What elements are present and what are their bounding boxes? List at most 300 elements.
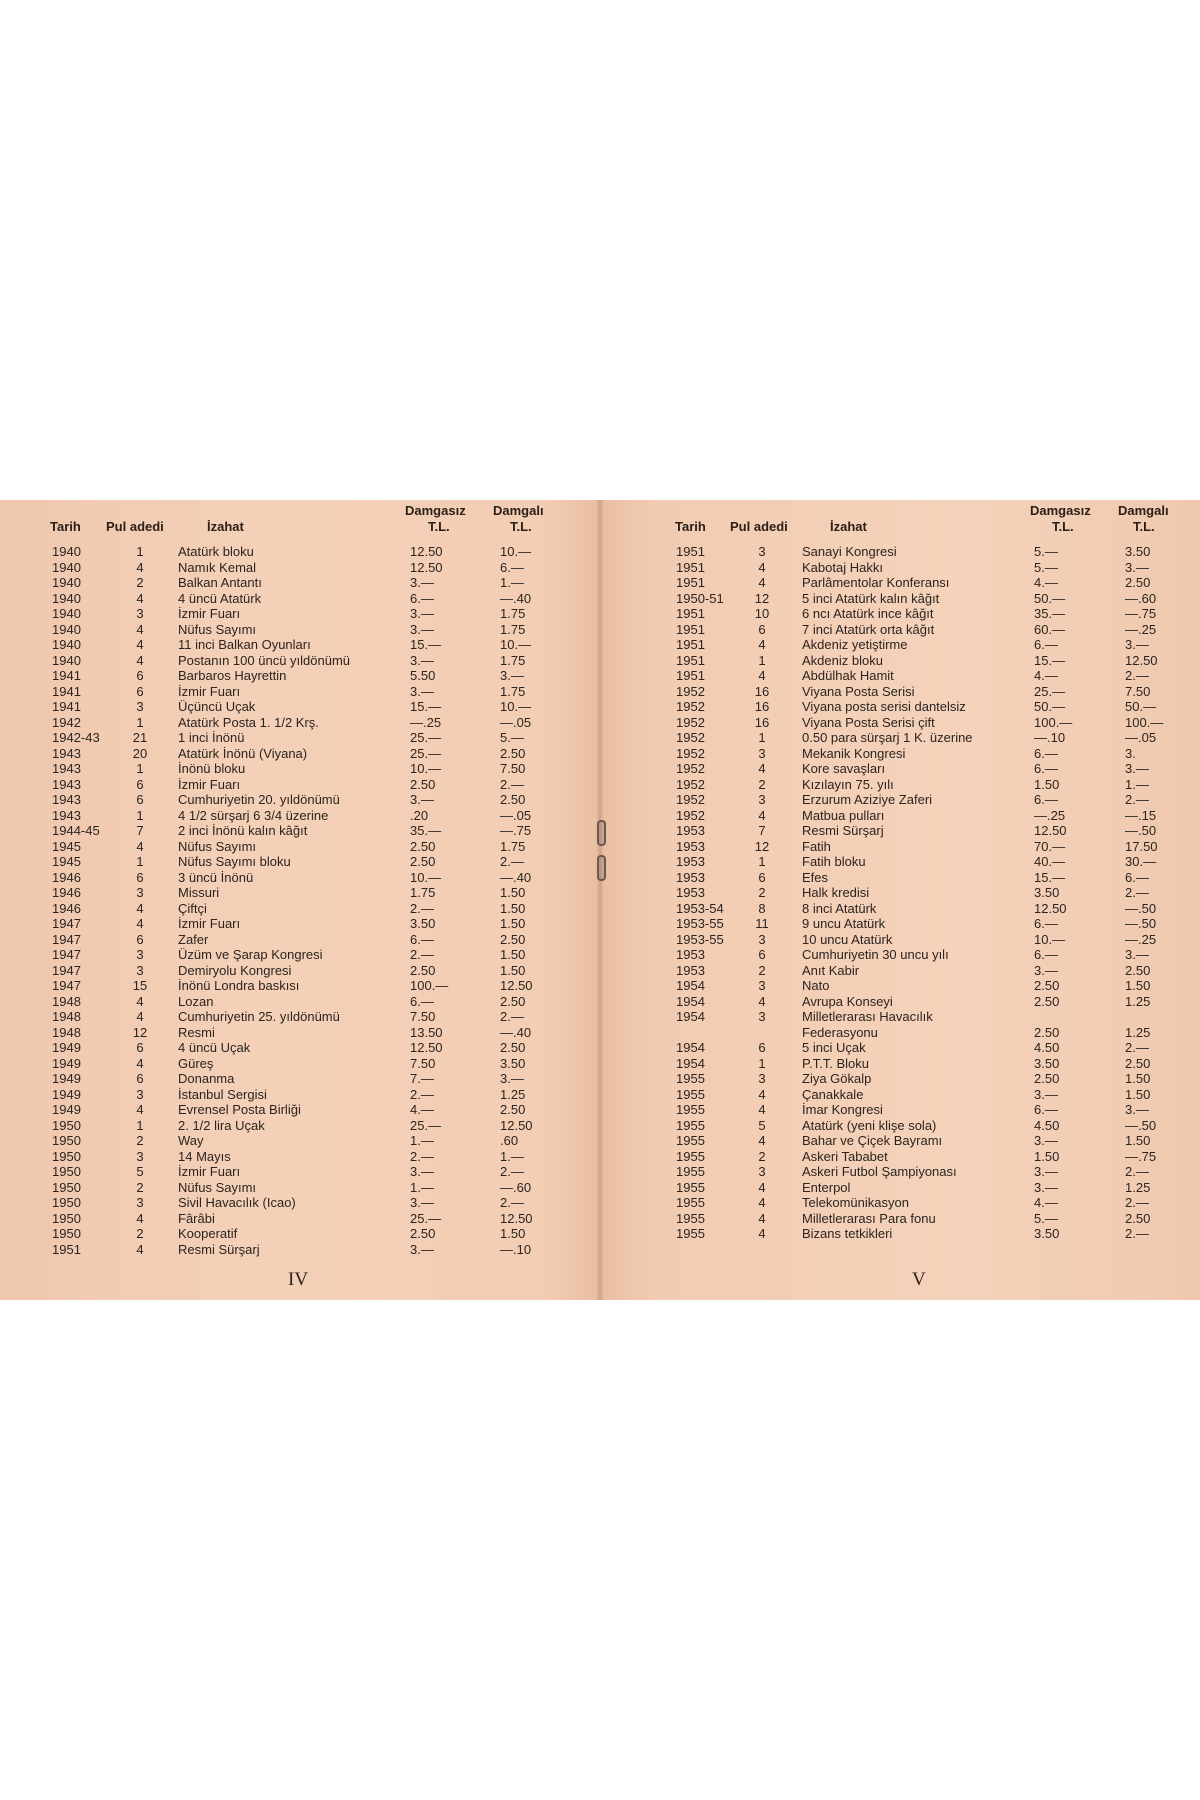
table-row [0, 715, 590, 730]
cell-damgasiz: 10.— [410, 761, 442, 776]
table-row [0, 684, 590, 699]
cell-damgasiz: 15.— [410, 699, 442, 714]
cell-adet: 6 [758, 621, 766, 637]
table-row [0, 1118, 590, 1133]
table-row [0, 932, 590, 947]
table-row [0, 792, 590, 807]
cell-tarih: 1953 [676, 823, 705, 838]
table-row [0, 668, 590, 683]
cell-damgasiz: 4.— [1034, 668, 1058, 683]
cell-damgasiz: 7.50 [410, 1009, 436, 1024]
table-row [0, 1180, 590, 1195]
cell-adet: 12 [132, 1024, 148, 1040]
cell-damgasiz: 2.— [410, 1086, 434, 1102]
table-row [0, 1226, 590, 1241]
cell-tarih: 1953-54 [676, 900, 724, 916]
cell-damgasiz: 60.— [1034, 621, 1066, 637]
table-row [610, 901, 1200, 916]
cell-izahat: İstanbul Sergisi [178, 1086, 267, 1102]
cell-tarih: 1940 [52, 606, 81, 621]
table-row [0, 1040, 590, 1055]
cell-tarih: 1945 [52, 854, 81, 869]
table-row [610, 1180, 1200, 1195]
cell-damgali: 1.— [500, 1148, 524, 1164]
cell-damgali: 2.— [500, 776, 524, 792]
cell-tarih: 1941 [52, 683, 81, 699]
header-damgasiz: Damgasız [1030, 503, 1091, 518]
cell-damgasiz: 25.— [410, 745, 442, 761]
cell-damgasiz: 2.50 [410, 854, 436, 869]
cell-damgali: 1.75 [500, 683, 526, 699]
cell-izahat: Kabotaj Hakkı [802, 559, 883, 575]
cell-izahat: Nüfus Sayımı [178, 838, 257, 854]
table-row [610, 1025, 1200, 1040]
cell-damgali: 10.— [500, 544, 532, 559]
cell-adet: 1 [136, 807, 144, 823]
cell-adet: 21 [132, 730, 148, 745]
cell-adet: 12 [754, 838, 770, 854]
cell-izahat: İzmir Fuarı [178, 683, 241, 699]
cell-damgasiz: 2.— [410, 947, 434, 962]
cell-tarih: 1951 [676, 652, 705, 668]
cell-tarih: 1950-51 [676, 590, 724, 606]
cell-damgali: —.10 [500, 1241, 532, 1257]
header-tl-damgasiz: T.L. [1052, 519, 1074, 534]
cell-adet: 16 [754, 714, 770, 730]
cell-adet: 3 [136, 1086, 144, 1102]
table-row [610, 668, 1200, 683]
header-tarih: Tarih [50, 519, 81, 534]
cell-izahat: Atatürk Posta 1. 1/2 Krş. [178, 714, 319, 730]
cell-damgali: 1.— [500, 575, 524, 590]
cell-adet: 3 [758, 544, 766, 559]
cell-damgasiz: 5.50 [410, 668, 436, 683]
cell-damgasiz: —.25 [1034, 807, 1066, 823]
cell-izahat: Resmi Sürşarj [802, 823, 884, 838]
cell-damgasiz: 3.50 [410, 916, 436, 931]
table-row [0, 978, 590, 993]
table-row [0, 1164, 590, 1179]
cell-izahat: İzmir Fuarı [178, 916, 241, 931]
cell-damgasiz: 3.— [410, 621, 434, 637]
cell-tarih: 1946 [52, 900, 81, 916]
cell-damgali: 3.— [1125, 761, 1149, 776]
cell-izahat: Telekomünikasyon [802, 1195, 909, 1210]
cell-adet: 4 [136, 1055, 144, 1071]
table-row [0, 730, 590, 745]
cell-damgali: —.50 [1125, 900, 1157, 916]
cell-damgasiz: 6.— [1034, 745, 1058, 761]
cell-damgali: 2.— [1125, 792, 1149, 807]
cell-izahat: 4 üncü Atatürk [178, 590, 262, 606]
cell-izahat: 1 inci İnönü [178, 730, 245, 745]
page-left [0, 500, 590, 1300]
cell-izahat: Fatih bloku [802, 854, 866, 869]
cell-izahat: Demiryolu Kongresi [178, 962, 292, 978]
table-row [610, 653, 1200, 668]
header-tl-damgali: T.L. [510, 519, 532, 534]
cell-damgasiz: 3.— [1034, 1164, 1058, 1179]
cell-damgali: 1.75 [500, 838, 526, 854]
cell-izahat: 4 üncü Uçak [178, 1040, 251, 1055]
cell-tarih: 1951 [676, 559, 705, 575]
cell-adet: 4 [136, 590, 144, 606]
cell-izahat: Missuri [178, 885, 220, 900]
cell-damgali: 100.— [1125, 714, 1164, 730]
cell-damgasiz: 5.— [1034, 559, 1058, 575]
cell-tarih: 1954 [676, 1040, 705, 1055]
cell-damgali: —.25 [1125, 931, 1157, 947]
cell-izahat: Viyana Posta Serisi çift [802, 714, 935, 730]
table-row [0, 1087, 590, 1102]
table-row [0, 591, 590, 606]
table-row [610, 963, 1200, 978]
cell-damgasiz: 3.— [1034, 1133, 1058, 1148]
cell-damgasiz: 50.— [1034, 699, 1066, 714]
cell-tarih: 1952 [676, 761, 705, 776]
cell-damgasiz: 12.50 [410, 559, 443, 575]
cell-adet: 2 [758, 885, 766, 900]
cell-adet: 4 [136, 637, 144, 652]
table-row [610, 761, 1200, 776]
cell-izahat: 0.50 para sürşarj 1 K. üzerine [802, 730, 973, 745]
cell-damgali: 3. [1125, 745, 1136, 761]
page-number: V [912, 1269, 926, 1290]
cell-damgasiz: 100.— [1034, 714, 1073, 730]
cell-damgali: 3.— [500, 668, 524, 683]
cell-damgali: —.60 [500, 1179, 532, 1195]
cell-izahat: P.T.T. Bloku [802, 1055, 869, 1071]
cell-tarih: 1948 [52, 1009, 81, 1024]
cell-damgali: 2.50 [500, 1040, 526, 1055]
cell-tarih: 1944-45 [52, 823, 100, 838]
cell-adet: 2 [136, 1226, 144, 1241]
cell-izahat: Atatürk bloku [178, 544, 254, 559]
cell-damgali: 2.50 [500, 931, 526, 947]
cell-adet: 4 [758, 1086, 766, 1102]
cell-izahat: Askeri Futbol Şampiyonası [802, 1164, 957, 1179]
cell-tarih: 1947 [52, 916, 81, 931]
cell-adet: 11 [755, 916, 769, 931]
cell-damgali: 50.— [1125, 699, 1157, 714]
cell-izahat: Abdülhak Hamit [802, 668, 894, 683]
cell-damgasiz: 6.— [1034, 916, 1058, 931]
cell-tarih: 1940 [52, 575, 81, 590]
cell-adet: 4 [758, 575, 766, 590]
cell-izahat: Kore savaşları [802, 761, 886, 776]
cell-adet: 3 [758, 978, 766, 993]
table-row [0, 1195, 590, 1210]
cell-damgasiz: 4.50 [1034, 1117, 1060, 1133]
cell-damgasiz: —.25 [410, 714, 442, 730]
header-damgali: Damgalı [493, 503, 544, 518]
cell-damgali: 2.— [1125, 1040, 1149, 1055]
table-row [610, 932, 1200, 947]
cell-damgasiz: 70.— [1034, 838, 1066, 854]
cell-izahat: Nüfus Sayımı [178, 1179, 257, 1195]
cell-damgasiz: 15.— [410, 637, 442, 652]
cell-izahat: 14 Mayıs [178, 1148, 231, 1164]
table-row [610, 808, 1200, 823]
header-izahat: İzahat [830, 519, 867, 534]
cell-tarih: 1942-43 [52, 730, 100, 745]
cell-izahat: 8 inci Atatürk [802, 900, 877, 916]
cell-damgali: 2.50 [500, 745, 526, 761]
booklet-gutter [596, 500, 604, 1300]
cell-damgasiz: 13.50 [410, 1024, 443, 1040]
cell-damgasiz: 100.— [410, 978, 449, 993]
table-row [0, 1056, 590, 1071]
cell-tarih: 1942 [52, 714, 81, 730]
cell-damgali: 1.75 [500, 621, 526, 637]
table-row [610, 823, 1200, 838]
cell-damgasiz: 3.50 [1034, 1055, 1060, 1071]
cell-adet: 3 [136, 885, 144, 900]
table-row [610, 746, 1200, 761]
table-row [610, 622, 1200, 637]
table-row [610, 1009, 1200, 1024]
cell-damgasiz: 35.— [1034, 606, 1066, 621]
cell-adet: 4 [758, 1210, 766, 1226]
cell-izahat: İzmir Fuarı [178, 776, 241, 792]
table-row [0, 699, 590, 714]
cell-damgali: 12.50 [500, 1117, 533, 1133]
cell-adet: 6 [136, 792, 144, 807]
cell-izahat: Mekanik Kongresi [802, 745, 906, 761]
cell-damgasiz: 6.— [1034, 637, 1058, 652]
cell-damgasiz: 2.50 [1034, 1071, 1060, 1086]
cell-damgali: 2.50 [500, 993, 526, 1009]
cell-damgasiz: 25.— [410, 730, 442, 745]
cell-damgasiz: 6.— [1034, 761, 1058, 776]
cell-adet: 16 [754, 699, 770, 714]
cell-adet: 1 [758, 730, 766, 745]
table-row [0, 544, 590, 559]
cell-tarih: 1946 [52, 885, 81, 900]
cell-izahat: Bahar ve Çiçek Bayramı [802, 1133, 943, 1148]
cell-izahat: Milletlerarası Havacılık [802, 1009, 933, 1024]
cell-tarih: 1948 [52, 1024, 81, 1040]
cell-izahat: 2. 1/2 lira Uçak [178, 1117, 265, 1133]
cell-izahat: Avrupa Konseyi [802, 993, 893, 1009]
cell-damgali: 3.— [500, 1071, 524, 1086]
cell-izahat: Çanakkale [802, 1086, 864, 1102]
cell-damgali: —.40 [500, 1024, 532, 1040]
cell-damgali: 1.50 [1125, 1133, 1151, 1148]
cell-damgali: 1.50 [500, 1226, 526, 1241]
cell-adet: 6 [758, 869, 766, 885]
table-row [610, 870, 1200, 885]
table-row [0, 870, 590, 885]
cell-damgali: 12.50 [500, 1210, 533, 1226]
cell-adet: 4 [136, 993, 144, 1009]
table-row [0, 1242, 590, 1257]
cell-adet: 4 [136, 559, 144, 575]
cell-adet: 2 [758, 1148, 766, 1164]
table-row [0, 777, 590, 792]
cell-adet: 10 [754, 606, 770, 621]
cell-damgali: 1.25 [1125, 1024, 1151, 1040]
cell-izahat: 2 inci İnönü kalın kâğıt [178, 823, 308, 838]
cell-adet: 4 [758, 1226, 766, 1241]
table-row [0, 854, 590, 869]
cell-tarih: 1950 [52, 1210, 81, 1226]
cell-tarih: 1950 [52, 1226, 81, 1241]
cell-damgali: 2.— [1125, 1226, 1149, 1241]
cell-adet: 6 [136, 776, 144, 792]
cell-damgali: —.15 [1125, 807, 1157, 823]
cell-tarih: 1955 [676, 1086, 705, 1102]
cell-adet: 6 [758, 947, 766, 962]
cell-damgasiz: 3.— [410, 792, 434, 807]
cell-adet: 4 [758, 1102, 766, 1117]
cell-damgasiz: 6.— [410, 993, 434, 1009]
cell-tarih: 1952 [676, 714, 705, 730]
cell-damgasiz: 6.— [410, 931, 434, 947]
cell-damgasiz: 7.— [410, 1071, 434, 1086]
cell-tarih: 1947 [52, 962, 81, 978]
cell-izahat: 5 inci Atatürk kalın kâğıt [802, 590, 940, 606]
cell-damgali: —.40 [500, 869, 532, 885]
cell-tarih: 1953-55 [676, 931, 724, 947]
cell-damgali: 2.— [1125, 668, 1149, 683]
cell-damgasiz: 25.— [410, 1210, 442, 1226]
table-row [0, 947, 590, 962]
cell-damgasiz: 6.— [1034, 792, 1058, 807]
table-row [610, 591, 1200, 606]
cell-adet: 4 [136, 838, 144, 854]
cell-tarih: 1954 [676, 993, 705, 1009]
cell-adet: 5 [136, 1164, 144, 1179]
cell-izahat: Donanma [178, 1071, 235, 1086]
cell-tarih: 1951 [676, 637, 705, 652]
cell-damgasiz: 25.— [1034, 683, 1066, 699]
cell-damgasiz: 5.— [1034, 1210, 1058, 1226]
table-row [610, 1040, 1200, 1055]
cell-adet: 4 [758, 993, 766, 1009]
cell-adet: 3 [758, 1071, 766, 1086]
table-row [0, 823, 590, 838]
cell-izahat: Askeri Tababet [802, 1148, 888, 1164]
cell-damgasiz: 12.50 [410, 1040, 443, 1055]
cell-tarih: 1949 [52, 1040, 81, 1055]
table-row [610, 978, 1200, 993]
cell-damgasiz: 3.— [1034, 1179, 1058, 1195]
cell-adet: 6 [136, 1071, 144, 1086]
cell-tarih: 1943 [52, 792, 81, 807]
cell-tarih: 1943 [52, 776, 81, 792]
cell-tarih: 1950 [52, 1133, 81, 1148]
cell-tarih: 1953 [676, 869, 705, 885]
cell-damgasiz: 10.— [1034, 931, 1066, 947]
cell-izahat: Akdeniz yetiştirme [802, 637, 908, 652]
cell-adet: 3 [758, 1009, 766, 1024]
cell-izahat: 6 ncı Atatürk ince kâğıt [802, 606, 934, 621]
cell-damgasiz: 4.— [1034, 575, 1058, 590]
cell-adet: 4 [136, 621, 144, 637]
cell-izahat: Halk kredisi [802, 885, 870, 900]
cell-izahat: Cumhuriyetin 25. yıldönümü [178, 1009, 340, 1024]
table-row [0, 1149, 590, 1164]
cell-damgasiz: 35.— [410, 823, 442, 838]
cell-izahat: Nüfus Sayımı [178, 621, 257, 637]
cell-tarih: 1955 [676, 1210, 705, 1226]
table-row [0, 963, 590, 978]
cell-izahat: Atatürk (yeni klişe sola) [802, 1117, 937, 1133]
cell-damgasiz: 12.50 [1034, 823, 1067, 838]
cell-damgali: 1.25 [500, 1086, 526, 1102]
cell-damgali: —.50 [1125, 823, 1157, 838]
cell-adet: 6 [136, 1040, 144, 1055]
table-row [610, 994, 1200, 1009]
cell-damgali: 17.50 [1125, 838, 1158, 854]
cell-damgali: —.25 [1125, 621, 1157, 637]
cell-izahat: Cumhuriyetin 30 uncu yılı [802, 947, 949, 962]
cell-izahat: İnönü Londra baskısı [178, 978, 300, 993]
cell-adet: 4 [136, 916, 144, 931]
cell-damgali: —.05 [500, 714, 532, 730]
cell-damgali: 2.50 [1125, 1210, 1151, 1226]
cell-adet: 4 [136, 1241, 144, 1257]
cell-tarih: 1954 [676, 1055, 705, 1071]
cell-damgali: 3.— [1125, 1102, 1149, 1117]
cell-tarih: 1949 [52, 1055, 81, 1071]
table-row [0, 839, 590, 854]
cell-tarih: 1940 [52, 544, 81, 559]
table-row [0, 746, 590, 761]
cell-damgali: —.60 [1125, 590, 1157, 606]
cell-damgali: —.50 [1125, 916, 1157, 931]
cell-damgasiz: 2.50 [1034, 993, 1060, 1009]
cell-tarih: 1953-55 [676, 916, 724, 931]
cell-damgali: 2.— [500, 854, 524, 869]
cell-damgali: —.75 [1125, 606, 1157, 621]
cell-adet: 5 [758, 1117, 766, 1133]
cell-tarih: 1949 [52, 1071, 81, 1086]
cell-izahat: Çiftçi [178, 900, 207, 916]
cell-izahat: Fârâbi [178, 1210, 215, 1226]
cell-tarih: 1952 [676, 730, 705, 745]
cell-tarih: 1949 [52, 1086, 81, 1102]
cell-tarih: 1952 [676, 683, 705, 699]
cell-damgasiz: 3.50 [1034, 1226, 1060, 1241]
cell-izahat: Anıt Kabir [802, 962, 860, 978]
table-row [610, 947, 1200, 962]
cell-adet: 1 [136, 854, 144, 869]
cell-izahat: Üçüncü Uçak [178, 699, 256, 714]
cell-izahat: Federasyonu [802, 1024, 878, 1040]
cell-damgali: 1.75 [500, 652, 526, 668]
cell-damgasiz: 3.— [410, 683, 434, 699]
cell-izahat: Akdeniz bloku [802, 652, 883, 668]
cell-izahat: Postanın 100 üncü yıldönümü [178, 652, 351, 668]
cell-tarih: 1940 [52, 621, 81, 637]
cell-izahat: 3 üncü İnönü [178, 869, 254, 885]
cell-adet: 3 [136, 699, 144, 714]
cell-tarih: 1950 [52, 1117, 81, 1133]
table-row [610, 792, 1200, 807]
cell-damgasiz: 3.— [1034, 962, 1058, 978]
cell-damgali: —.40 [500, 590, 532, 606]
cell-damgali: 2.— [500, 1164, 524, 1179]
table-row [0, 653, 590, 668]
cell-tarih: 1951 [676, 544, 705, 559]
cell-damgasiz: 2.50 [1034, 1024, 1060, 1040]
cell-damgali: 2.— [500, 1009, 524, 1024]
cell-tarih: 1943 [52, 761, 81, 776]
table-row [0, 1009, 590, 1024]
cell-adet: 3 [136, 1195, 144, 1210]
